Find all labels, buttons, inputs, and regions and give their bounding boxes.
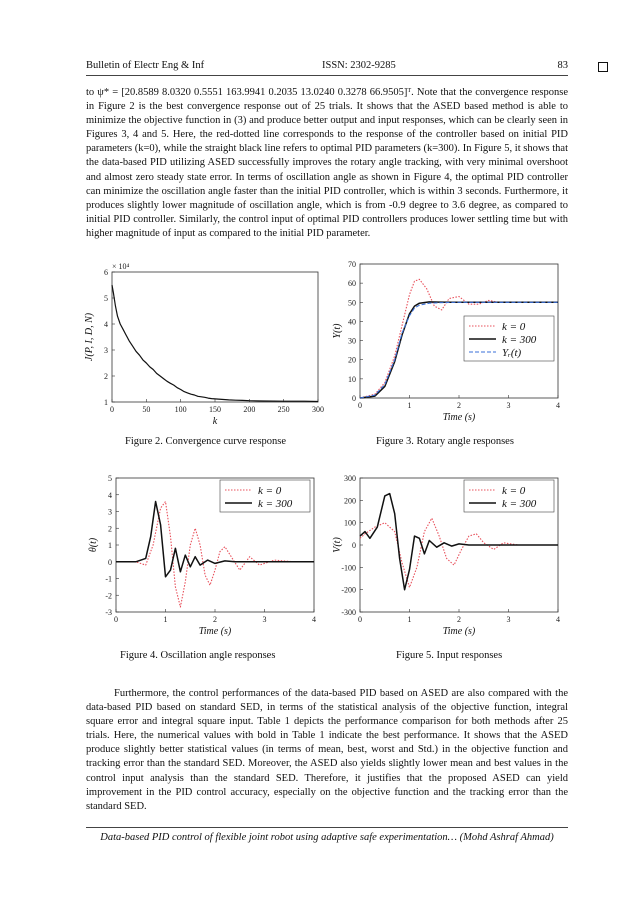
page-number: 83	[557, 60, 568, 71]
x-tick-label: 0	[358, 615, 362, 624]
x-tick-label: 250	[277, 405, 290, 414]
y-tick-label: 200	[344, 496, 356, 506]
y-tick-label: 1	[104, 398, 108, 407]
y-axis-label: Y(t)	[332, 323, 343, 339]
x-tick-label: 4	[556, 615, 560, 624]
y-tick-label: 5	[104, 294, 108, 303]
legend-label: k = 0	[502, 485, 526, 497]
legend-label: Yᵣ(t)	[502, 347, 522, 359]
header-rule	[86, 75, 568, 76]
y-tick-label: 300	[344, 474, 356, 483]
paragraph-1: to ψ* = [20.8589 8.0320 0.5551 163.9941 0.2035 13.0240 0.3278 66.9505]ᵀ. Note that the convergence response in Figure 2 is the best convergence response out of 25 trials. It shows that the ASED based method is able to minimize the objective function in (3) and produce better output and input responses, which can be clearly seen in Figures 3, 4 and 5. Here, the red-dotted line corresponds to the response of the controller based on initial PID parameters (k=0), while the straight black line refers to optimal PID parameters (k=300). In Figure 5, it shows that the data-based PID utilizing ASED successfully improves the rotary angle tracking, with very minimal overshoot and almost zero steady state error. In terms of oscillation angle as shown in Figure 4, the optimal PID controller can minimize the oscillation angle faster than the initial PID controller, which is within 3 seconds. Furthermore, it produces slightly lower magnitude of oscillation angle, which is from -0.9 degree to 3.6 degree, as compared to initial PID controller. Similarly, the control input of optimal PID controllers produces lower settling time but with higher magnitude of input as compared to the initial PID parameter.	[86, 87, 568, 239]
y-tick-label: 50	[348, 298, 356, 308]
y-tick-label: -2	[105, 591, 112, 601]
running-header	[86, 60, 568, 74]
y-tick-label: 2	[108, 524, 112, 534]
y-tick-label: -300	[341, 608, 356, 617]
legend-label: k = 0	[502, 321, 526, 333]
x-tick-label: 1	[407, 615, 412, 624]
plot-frame	[112, 272, 318, 402]
issn: ISSN: 2302-9285	[322, 60, 396, 71]
x-tick-label: 50	[142, 405, 151, 414]
footer-rule	[86, 827, 568, 828]
legend-label: k = 300	[258, 498, 293, 510]
x-tick-label: 3	[262, 615, 267, 624]
figure-5-input-chart	[330, 472, 570, 640]
y-tick-label: 30	[348, 336, 356, 346]
y-tick-label: 0	[352, 394, 356, 403]
y-axis-label: θ(t)	[88, 537, 99, 553]
y-tick-label: 20	[348, 355, 356, 365]
x-tick-label: 0	[114, 615, 118, 624]
legend-label: k = 300	[502, 334, 537, 346]
x-tick-label: 4	[312, 615, 316, 624]
y-tick-label: 4	[104, 320, 108, 329]
x-tick-label: 3	[506, 401, 511, 410]
checkbox-square-icon	[598, 62, 608, 72]
figure-2-svg	[86, 262, 336, 432]
x-axis-label: Time (s)	[198, 626, 232, 637]
x-tick-label: 150	[209, 405, 221, 414]
figure-3-rotary-angle-chart	[330, 258, 570, 426]
y-axis-label: J(P, I, D, N)	[84, 312, 95, 362]
y-tick-label: 0	[108, 557, 112, 567]
y-tick-label: -200	[341, 585, 356, 595]
y-tick-label: 100	[344, 518, 356, 528]
x-axis-label: k	[212, 416, 218, 427]
figure-2-caption: Figure 2. Convergence curve response	[125, 436, 287, 447]
x-tick-label: 3	[506, 615, 511, 624]
y-axis-label: V(t)	[332, 537, 343, 553]
y-tick-label: 0	[352, 541, 356, 550]
y-tick-label: -100	[341, 563, 356, 573]
y-multiplier-label: × 10⁴	[112, 262, 130, 271]
y-tick-label: -1	[105, 574, 112, 584]
y-tick-label: 60	[348, 279, 356, 289]
x-tick-label: 100	[174, 405, 187, 414]
y-tick-label: 5	[108, 474, 112, 483]
legend-label: k = 0	[258, 485, 282, 497]
legend-label: k = 300	[502, 498, 537, 510]
figure-4-svg	[86, 472, 326, 640]
y-tick-label: 4	[108, 490, 112, 500]
figure-4-oscillation-chart	[86, 472, 326, 640]
x-tick-label: 0	[110, 405, 114, 414]
x-tick-label: 2	[213, 615, 217, 624]
y-tick-label: 70	[348, 260, 356, 269]
y-tick-label: 40	[348, 317, 356, 327]
x-tick-label: 4	[556, 401, 560, 410]
y-tick-label: 3	[108, 507, 112, 517]
y-tick-label: 2	[104, 372, 108, 381]
y-tick-label: -3	[105, 608, 112, 617]
x-tick-label: 1	[407, 401, 412, 410]
y-tick-label: 3	[104, 346, 108, 355]
y-tick-label: 6	[104, 268, 108, 277]
x-axis-label: Time (s)	[442, 626, 476, 637]
x-tick-label: 1	[163, 615, 168, 624]
y-tick-label: 10	[348, 374, 356, 384]
figure-3-caption: Figure 3. Rotary angle responses	[376, 436, 514, 447]
running-footer: Data-based PID control of flexible joint robot using adaptive safe experimentation… (Mohd Ashraf Ahmad)	[100, 832, 554, 843]
y-tick-label: 1	[108, 541, 112, 550]
journal-name: Bulletin of Electr Eng & Inf	[86, 60, 205, 71]
x-tick-label: 200	[243, 405, 256, 414]
paragraph-2: Furthermore, the control performances of the data-based PID based on ASED are also compared with the data-based PID based on standard SED, in terms of the statistical analysis of the objective function, integral square error and integral square input. Table 1 depicts the performance comparison for both methods after 25 trials. Here, the numerical values with bold in Table 1 indicate the best performance. It shows that the ASED produce slightly better statistical values (in terms of mean, best, worst and Std.) in the objective function and tracking error than the standard SED. Moreover, the ASED also yields slightly lower mean and best values in the control input analysis than the standard SED. Therefore, it justifies that the proposed ASED can yield improvement in the PID control accuracy, especially on the objective function and the tracking error than the standard SED.	[86, 688, 568, 812]
x-tick-label: 2	[457, 401, 461, 410]
x-tick-label: 0	[358, 401, 362, 410]
figure-5-caption: Figure 5. Input responses	[396, 650, 503, 661]
x-tick-label: 300	[312, 405, 324, 414]
x-tick-label: 2	[457, 615, 461, 624]
x-axis-label: Time (s)	[442, 412, 476, 423]
figure-5-svg	[330, 472, 570, 640]
figure-3-svg	[330, 258, 570, 426]
figure-2-convergence-chart	[86, 262, 336, 432]
figure-4-caption: Figure 4. Oscillation angle responses	[120, 650, 276, 661]
